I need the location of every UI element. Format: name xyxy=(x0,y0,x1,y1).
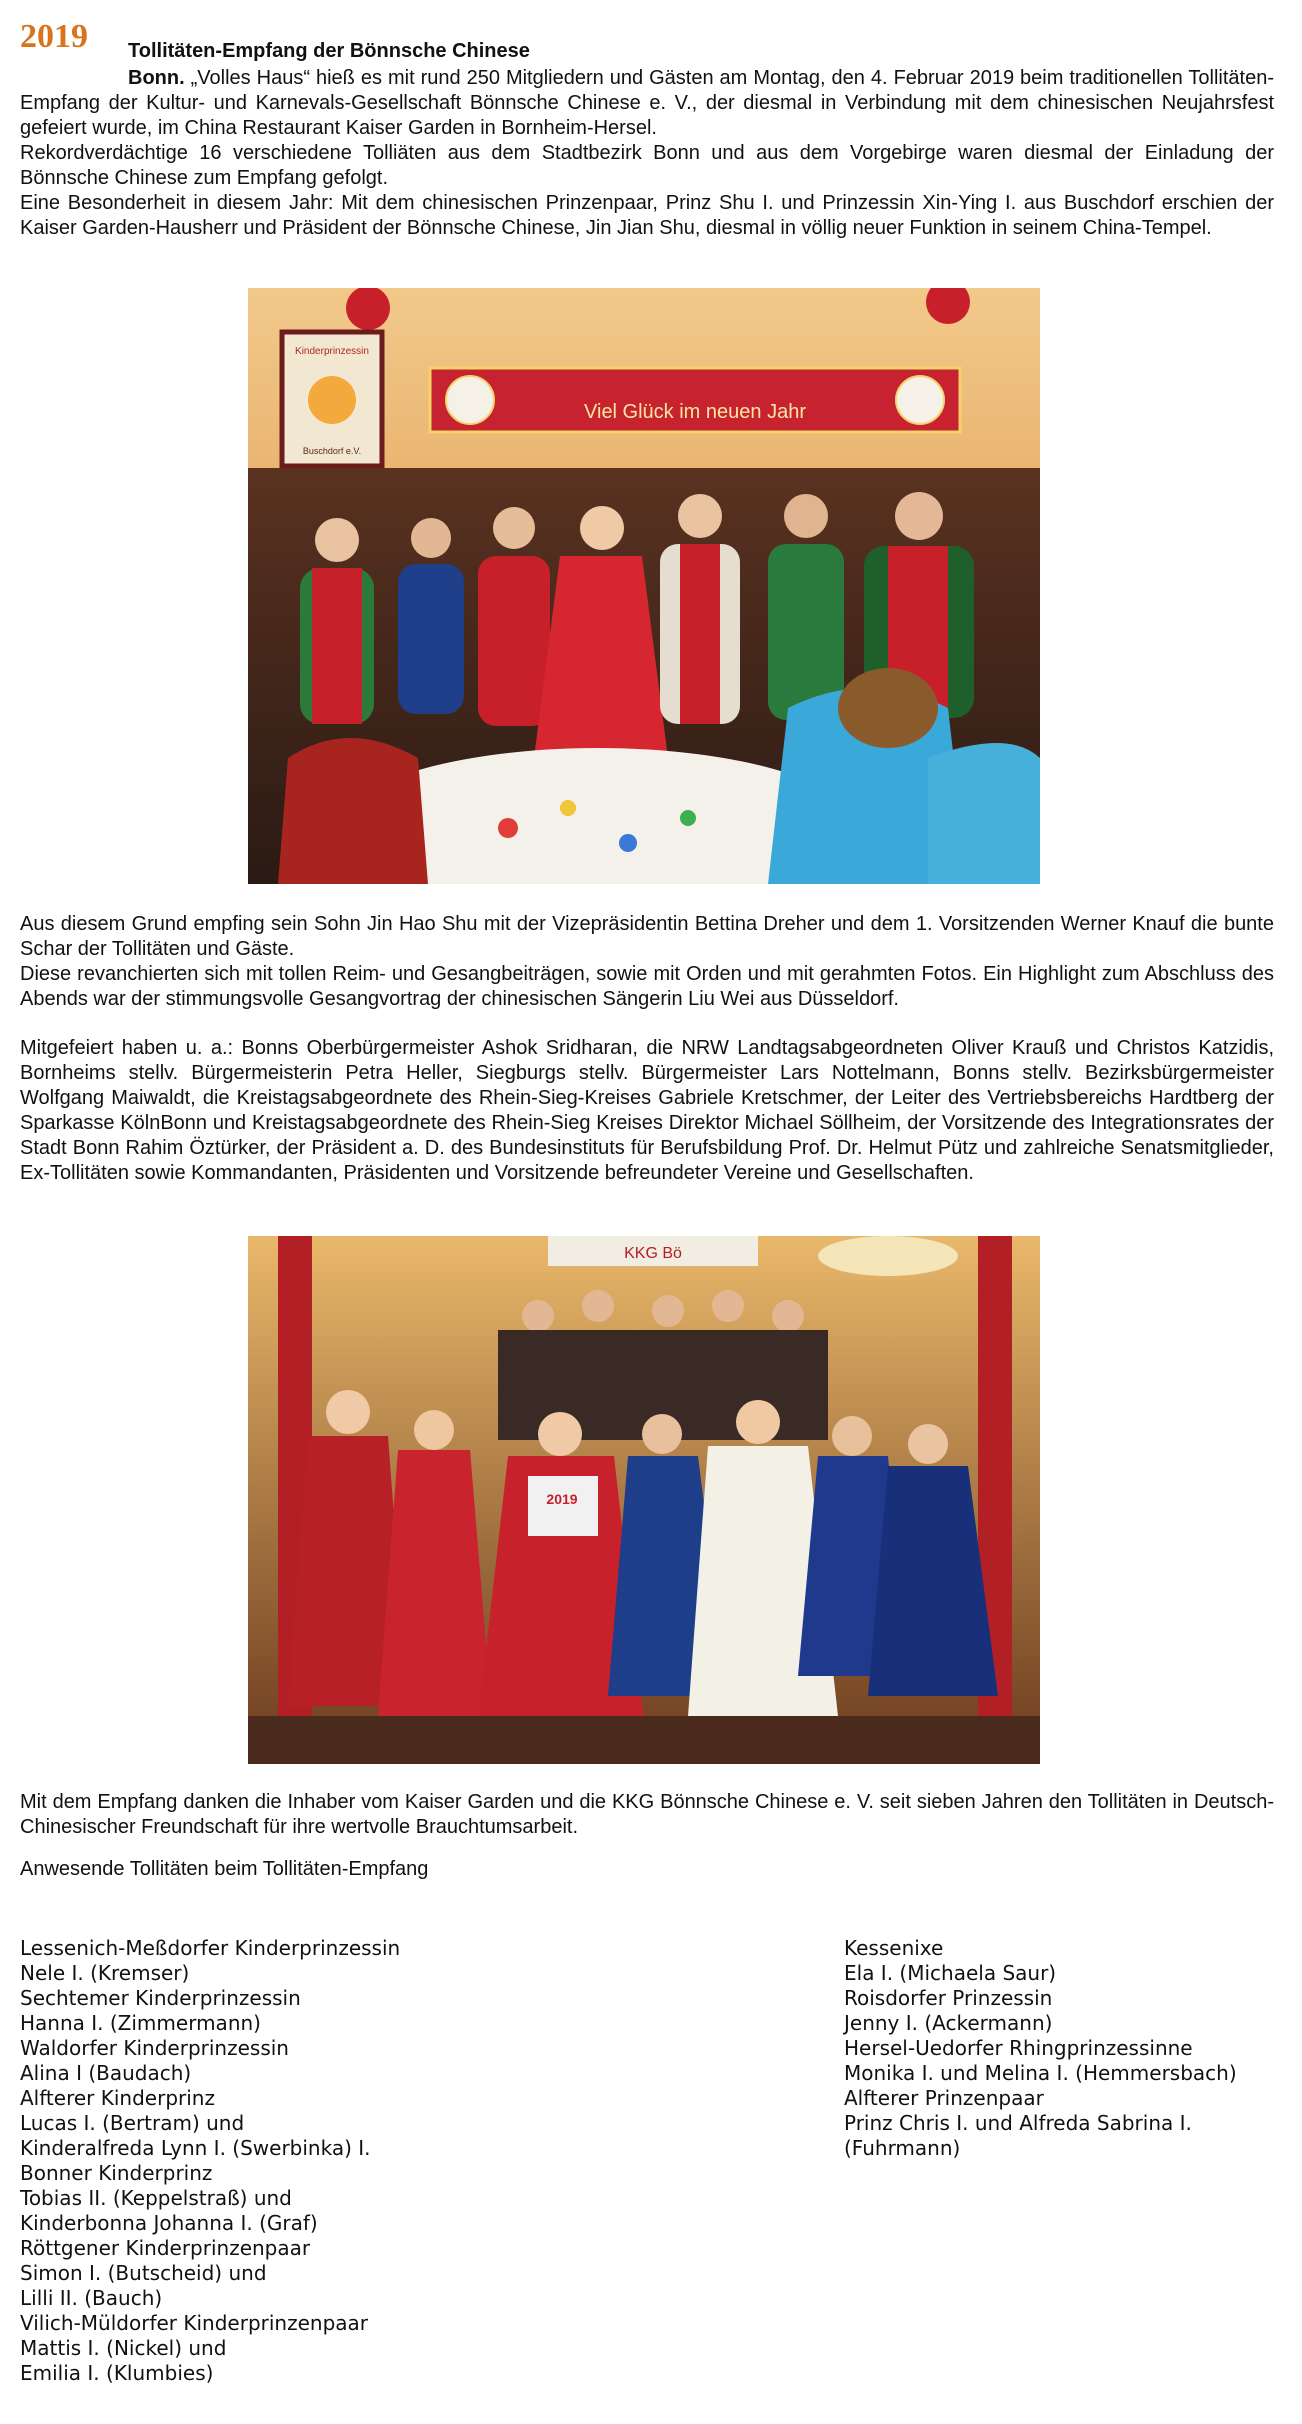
list-heading: Anwesende Tollitäten beim Tollitäten-Empfang xyxy=(20,1858,429,1880)
list-item: Simon I. (Butscheid) und xyxy=(20,2261,267,2285)
closing-paragraph: Mit dem Empfang danken die Inhaber vom Kaiser Garden und die KKG Bönnsche Chinese e. V. seit sieben Jahren den Tollitäten in Deutsch-Chinesischer Freundschaft für ihre wertvolle Brauchtumsarbeit. xyxy=(20,1791,1274,1838)
list-item: Lilli II. (Bauch) xyxy=(20,2286,163,2310)
list-item: Sechtemer Kinderprinzessin xyxy=(20,1986,301,2010)
list-item: Prinz Chris I. und Alfreda Sabrina I. xyxy=(844,2111,1192,2135)
list-item: Nele I. (Kremser) xyxy=(20,1961,190,1985)
list-item: Hersel-Uedorfer Rhingprinzessinne xyxy=(844,2036,1193,2060)
tollitaeten-list-left xyxy=(20,1936,400,2386)
banner-text: Viel Glück im neuen Jahr xyxy=(584,401,806,423)
list-item: Ela I. (Michaela Saur) xyxy=(844,1961,1057,1985)
year-label: 2019 xyxy=(20,18,88,55)
list-item: Emilia I. (Klumbies) xyxy=(20,2361,214,2385)
list-item: Tobias II. (Keppelstraß) und xyxy=(20,2186,292,2210)
sash-text: 2019 xyxy=(546,1491,578,1507)
list-item: Alfterer Kinderprinz xyxy=(20,2086,215,2110)
photo-reception-illustration xyxy=(248,288,1040,884)
intro-paragraph xyxy=(20,66,1274,141)
poster-text: Kinderprinzessin xyxy=(295,346,369,357)
sign-text: KKG Bö xyxy=(624,1245,682,1262)
list-item: Jenny I. (Ackermann) xyxy=(844,2011,1053,2035)
photo-reception-hall xyxy=(248,288,1040,884)
list-item: Vilich-Müldorfer Kinderprinzenpaar xyxy=(20,2311,368,2335)
list-item: Waldorfer Kinderprinzessin xyxy=(20,2036,289,2060)
list-item: Kinderalfreda Lynn I. (Swerbinka) I. xyxy=(20,2136,371,2160)
dateline: Bonn. xyxy=(128,67,185,89)
list-item: Mattis I. (Nickel) und xyxy=(20,2336,227,2360)
tollitaeten-list-right xyxy=(844,1936,1237,2161)
list-item: Lucas I. (Bertram) und xyxy=(20,2111,245,2135)
photo-group-tollitaeten xyxy=(248,1236,1040,1764)
middle-paragraph-3: Mitgefeiert haben u. a.: Bonns Oberbürgermeister Ashok Sridharan, die NRW Landtagsabgeordneten Oliver Krauß und Christos Katzidis, Bornheims stellv. Bürgermeisterin Petra Heller, Siegburgs stellv. Bürgermeister Lars Nottelmann, Bonns stellv. Bezirksbürgermeister Wolfgang Maiwaldt, die Kreistagsabgeordnete des Rhein-Sieg-Kreises Gabriele Kretschmer, der Leiter des Vertriebsbereichs Hardtberg der Sparkasse KölnBonn und Kreistagsabgeordnete des Rhein-Sieg Kreises Direktor Michael Söllheim, der Vorsitzende des Integrationsrates der Stadt Bonn Rahim Öztürker, der Präsident a. D. des Bundesinstituts für Berufsbildung Prof. Dr. Helmut Pütz und zahlreiche Senatsmitglieder, Ex-Tollitäten sowie Kommandanten, Präsidenten und Vorsitzende befreundeter Vereine und Gesellschaften. xyxy=(20,1037,1274,1184)
list-item: Roisdorfer Prinzessin xyxy=(844,1986,1053,2010)
list-item: Kinderbonna Johanna I. (Graf) xyxy=(20,2211,318,2235)
list-item: Bonner Kinderprinz xyxy=(20,2161,213,2185)
article-title: Tollitäten-Empfang der Bönnsche Chinese xyxy=(128,40,530,62)
list-item: (Fuhrmann) xyxy=(844,2136,961,2160)
list-item: Röttgener Kinderprinzenpaar xyxy=(20,2236,311,2260)
list-item: Alina I (Baudach) xyxy=(20,2061,192,2085)
list-item: Lessenich-Meßdorfer Kinderprinzessin xyxy=(20,1936,401,1960)
middle-paragraph-2: Diese revanchierten sich mit tollen Reim- und Gesangbeiträgen, sowie mit Orden und mit gerahmten Fotos. Ein Highlight zum Abschluss des Abends war der stimmungsvolle Gesangvortrag der chinesischen Sängerin Liu Wei aus Düsseldorf. xyxy=(20,963,1274,1010)
list-item: Kessenixe xyxy=(844,1936,944,1960)
intro-lead-text: „Volles Haus“ hieß es mit rund 250 Mitgliedern und Gästen am Montag, den 4. Februar 2019 beim traditionellen Tollitäten-Empfang der Kultur- und Karnevals-Gesellschaft Bönnsche Chinese e. V., der diesmal in Verbindung mit dem chinesischen Neujahrsfest gefeiert wurde, im China Restaurant Kaiser Garden in Bornheim-Hersel. xyxy=(20,67,1274,139)
intro-paragraph-3: Eine Besonderheit in diesem Jahr: Mit dem chinesischen Prinzenpaar, Prinz Shu I. und Prinzessin Xin-Ying I. aus Buschdorf erschien der Kaiser Garden-Hausherr und Präsident der Bönnsche Chinese, Jin Jian Shu, diesmal in völlig neuer Funktion in seinem China-Tempel. xyxy=(20,192,1274,239)
list-item: Monika I. und Melina I. (Hemmersbach) xyxy=(844,2061,1237,2085)
list-item: Alfterer Prinzenpaar xyxy=(844,2086,1044,2110)
poster-subtext: Buschdorf e.V. xyxy=(302,446,362,456)
photo-group-illustration xyxy=(248,1236,1040,1764)
list-item: Hanna I. (Zimmermann) xyxy=(20,2011,261,2035)
middle-paragraph-1: Aus diesem Grund empfing sein Sohn Jin Hao Shu mit der Vizepräsidentin Bettina Dreher und dem 1. Vorsitzenden Werner Knauf die bunte Schar der Tollitäten und Gäste. xyxy=(20,913,1274,960)
intro-paragraph-2: Rekordverdächtige 16 verschiedene Tolliäten aus dem Stadtbezirk Bonn und aus dem Vorgebirge waren diesmal der Einladung der Bönnsche Chinese zum Empfang gefolgt. xyxy=(20,142,1274,189)
